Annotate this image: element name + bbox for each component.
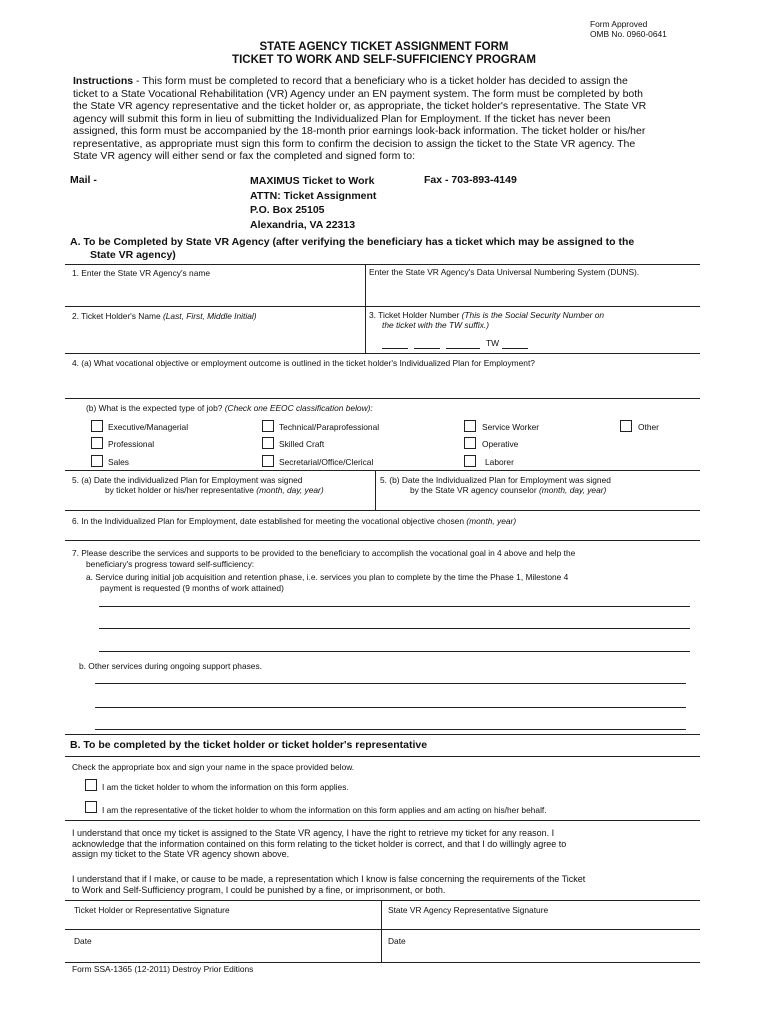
rule: [65, 306, 700, 307]
signature-agency[interactable]: State VR Agency Representative Signature: [388, 905, 549, 915]
instructions: [73, 75, 713, 163]
rule: [65, 510, 700, 511]
address-line: Alexandria, VA 22313: [250, 218, 356, 231]
field-7b: b. Other services during ongoing support phases.: [79, 661, 262, 671]
field-3-hint-cont: the ticket with the TW suffix.): [382, 320, 490, 330]
field-5b-date-cont: by the State VR agency counselor (month, day, year): [410, 485, 607, 495]
job-label: Other: [638, 422, 659, 432]
option-representative: I am the representative of the ticket holder to whom the information on this form applies and am acting on his/her behalf.: [102, 805, 547, 815]
section-a-heading-cont: State VR agency): [90, 249, 176, 261]
rule: [65, 820, 700, 821]
field-7a-line: payment is requested (9 months of work attained): [100, 582, 284, 593]
rule: [65, 962, 700, 963]
form-title: STATE AGENCY TICKET ASSIGNMENT FORM: [259, 41, 509, 53]
instructions-line: the State VR agency representative and the ticket holder or, as appropriate, the ticket holder's representative. The State VR: [73, 100, 647, 112]
checkbox-executive[interactable]: [91, 420, 103, 432]
ssn-blank[interactable]: [382, 348, 408, 349]
check-instructions: Check the appropriate box and sign your name in the space provided below.: [72, 762, 355, 772]
checkbox-representative[interactable]: [85, 801, 97, 813]
instructions-line: agency will submit this form in lieu of submitting the Individualized Plan for Employment. If the ticket has never been: [73, 112, 611, 125]
writing-line[interactable]: [99, 606, 690, 607]
ssn-blank[interactable]: [446, 348, 480, 349]
acknowledgment: [72, 828, 566, 860]
date-holder[interactable]: Date: [74, 936, 92, 946]
address-line: MAXIMUS Ticket to Work: [250, 175, 375, 187]
field-1-duns[interactable]: Enter the State VR Agency's Data Universal Numbering System (DUNS).: [369, 267, 640, 277]
form-footer: Form SSA-1365 (12-2011) Destroy Prior Editions: [72, 964, 254, 974]
field-4b-job-type: [86, 403, 373, 413]
field-2-hint: (Last, First, Middle Initial): [162, 311, 257, 321]
job-label: Professional: [108, 439, 155, 449]
instructions-line: representative, as appropriate must sign this form to confirm the decision to assign the ticket to the State VR agency. The: [73, 137, 636, 150]
checkbox-sales[interactable]: [91, 455, 103, 467]
instructions-line: - This form must be completed to record that a beneficiary who is a ticket holder has decided to assign the: [133, 75, 628, 87]
writing-line[interactable]: [99, 651, 690, 652]
omb-number: OMB No. 0960-0641: [590, 29, 667, 39]
warn-line: I understand that if I make, or cause to be made, a representation which I know is false concerning the requirements of the Ticket: [72, 874, 586, 884]
checkbox-technical[interactable]: [262, 420, 274, 432]
ack-line: acknowledge that the information contained on this form relating to the ticket holder is correct, and that I do willingly agree to: [72, 838, 567, 849]
rule-vertical: [381, 900, 382, 962]
field-5b-date[interactable]: 5. (b) Date the Individualized Plan for Employment was signed: [380, 475, 611, 485]
address-line: ATTN: Ticket Assignment: [250, 189, 377, 202]
signature-holder[interactable]: Ticket Holder or Representative Signature: [74, 905, 230, 915]
instructions-line: ticket to a State Vocational Rehabilitation (VR) Agency under an EN payment system. The form must be completed by both: [73, 87, 644, 100]
ssn-blank[interactable]: [414, 348, 440, 349]
rule: [65, 264, 700, 265]
checkbox-operative[interactable]: [464, 437, 476, 449]
field-3-holder-number[interactable]: [369, 310, 604, 320]
field-4b-label: (b) What is the expected type of job?: [86, 403, 225, 413]
instructions-line: State VR agency will either send or fax the completed and signed form to:: [73, 150, 416, 162]
rule: [65, 929, 700, 930]
field-3-label: 3. Ticket Holder Number: [369, 310, 462, 320]
ssn-blank[interactable]: [502, 348, 528, 349]
writing-line[interactable]: [95, 729, 686, 730]
checkbox-professional[interactable]: [91, 437, 103, 449]
field-2-label: 2. Ticket Holder's Name: [72, 311, 163, 321]
tw-suffix: TW: [486, 338, 500, 348]
address-line: P.O. Box 25105: [250, 204, 325, 216]
rule: [65, 734, 700, 735]
field-4a-objective[interactable]: 4. (a) What vocational objective or employment outcome is outlined in the ticket holder's Individualized Plan for Employment?: [72, 358, 535, 368]
form-subtitle: TICKET TO WORK AND SELF-SUFFICIENCY PROGRAM: [232, 54, 536, 66]
writing-line[interactable]: [95, 707, 686, 708]
field-3-hint: (This is the Social Security Number on: [461, 310, 605, 320]
penalty-warning: [72, 874, 585, 895]
job-label: Executive/Managerial: [108, 422, 189, 432]
job-label: Service Worker: [482, 422, 540, 432]
field-1-agency-name[interactable]: 1. Enter the State VR Agency's name: [72, 268, 211, 278]
job-label: Operative: [482, 439, 519, 449]
date-agency[interactable]: Date: [388, 936, 406, 946]
checkbox-skilled-craft[interactable]: [262, 437, 274, 449]
rule: [65, 540, 700, 541]
rule-vertical: [365, 264, 366, 353]
rule: [65, 353, 700, 354]
rule-vertical: [375, 470, 376, 510]
rule: [65, 398, 700, 399]
job-label: Sales: [108, 457, 129, 467]
field-5a-date[interactable]: 5. (a) Date the individualized Plan for Employment was signed: [72, 475, 303, 485]
field-5a-date-cont: by ticket holder or his/her representative (month, day, year): [105, 485, 324, 495]
section-a-heading: A. To be Completed by State VR Agency (after verifying the beneficiary has a ticket which may be assigned to the: [70, 236, 635, 248]
checkbox-laborer[interactable]: [464, 455, 476, 467]
ack-line: I understand that once my ticket is assigned to the State VR agency, I have the right to retrieve my ticket for any reason. I: [72, 828, 555, 838]
field-7-line: 7. Please describe the services and supports to be provided to the beneficiary to accomplish the vocational goal in 4 above and help the: [72, 548, 576, 558]
field-7a-line: a. Service during initial job acquisition and retention phase, i.e. services you plan to complete by the time the Phase 1, Milestone 4: [86, 572, 569, 582]
rule: [65, 756, 700, 757]
mail-label: Mail -: [70, 174, 97, 186]
ack-line: assign my ticket to the State VR agency shown above.: [72, 849, 290, 859]
option-ticket-holder: I am the ticket holder to whom the information on this form applies.: [102, 782, 349, 792]
section-b-heading: B. To be completed by the ticket holder or ticket holder's representative: [70, 739, 428, 751]
writing-line[interactable]: [99, 628, 690, 629]
fax-number: Fax - 703-893-4149: [424, 174, 517, 186]
rule: [65, 900, 700, 901]
job-label: Technical/Paraprofessional: [279, 422, 380, 432]
job-label: Secretarial/Office/Clerical: [279, 457, 374, 467]
rule: [65, 470, 700, 471]
instructions-label: Instructions: [73, 75, 134, 87]
checkbox-other[interactable]: [620, 420, 632, 432]
warn-line: to Work and Self-Sufficiency program, I could be punished by a fine, or imprisonment, or both.: [72, 884, 446, 895]
job-label: Skilled Craft: [279, 439, 325, 449]
form-approved: Form Approved: [590, 19, 648, 29]
checkbox-ticket-holder[interactable]: [85, 779, 97, 791]
checkbox-secretarial[interactable]: [262, 455, 274, 467]
writing-line[interactable]: [95, 683, 686, 684]
field-7-line: beneficiary's progress toward self-sufficiency:: [86, 558, 255, 569]
checkbox-service-worker[interactable]: [464, 420, 476, 432]
field-6-target-date[interactable]: 6. In the Individualized Plan for Employment, date established for meeting the vocational objective chosen (month, year): [72, 516, 517, 526]
field-4b-hint: (Check one EEOC classification below):: [224, 403, 373, 413]
field-7a: [86, 572, 568, 593]
instructions-line: assigned, this form must be accompanied by the 18-month prior earnings look-back information. The ticket holder or his/her: [73, 125, 646, 137]
field-2-holder-name[interactable]: [72, 311, 257, 321]
field-7-services: [72, 548, 575, 569]
job-label: Laborer: [485, 457, 514, 467]
mail-address: [250, 174, 376, 232]
